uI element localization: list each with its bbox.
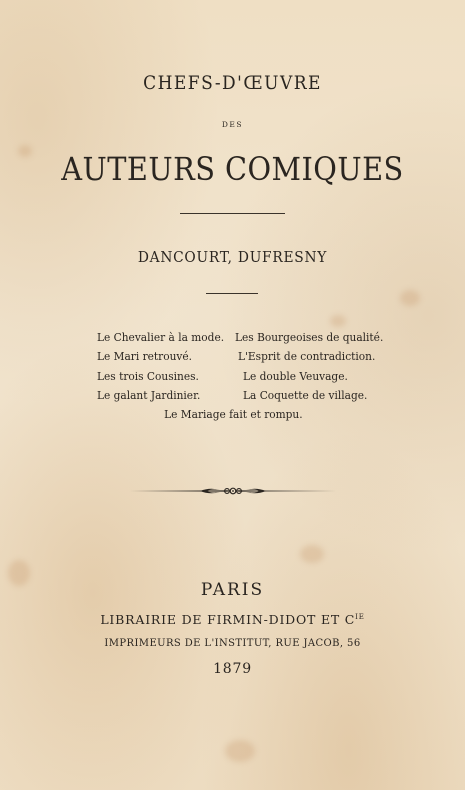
foxing-spot	[330, 315, 346, 327]
printer-line: IMPRIMEURS DE L'INSTITUT, RUE JACOB, 56	[104, 638, 361, 649]
foxing-spot	[400, 290, 420, 306]
publication-year: 1879	[213, 661, 252, 677]
play-title-last: Le Mariage fait et rompu.	[164, 407, 303, 422]
publisher-line	[0, 612, 465, 627]
play-title: Les trois Cousines.	[97, 368, 199, 383]
publication-city: PARIS	[200, 580, 265, 600]
main-title: AUTEURS COMIQUES	[61, 150, 404, 188]
title-rule	[180, 213, 285, 214]
play-title: Le Mari retrouvé.	[97, 349, 193, 364]
authors-line: DANCOURT, DUFRESNY	[137, 248, 328, 266]
plays-row	[97, 347, 387, 366]
publisher-name: LIBRAIRIE DE FIRMIN-DIDOT ET C	[100, 612, 356, 627]
series-title: CHEFS-D'ŒUVRE	[143, 73, 322, 94]
plays-list	[97, 328, 387, 424]
play-title: La Coquette de village.	[243, 387, 368, 402]
plays-row	[97, 367, 387, 386]
plays-row	[97, 386, 387, 405]
ornament-divider-icon	[128, 484, 338, 498]
title-connector: DES	[221, 120, 244, 129]
foxing-spot	[225, 740, 255, 762]
authors-rule	[206, 293, 258, 294]
play-title: Le double Veuvage.	[243, 368, 348, 383]
play-title: Le Chevalier à la mode.	[97, 330, 225, 344]
play-title: L'Esprit de contradiction.	[237, 349, 376, 364]
play-title: Les Bourgeoises de qualité.	[235, 330, 384, 344]
publisher-superscript: IE	[355, 613, 365, 621]
plays-row	[97, 328, 387, 347]
play-title: Le galant Jardinier.	[97, 387, 201, 402]
foxing-spot	[300, 545, 324, 563]
